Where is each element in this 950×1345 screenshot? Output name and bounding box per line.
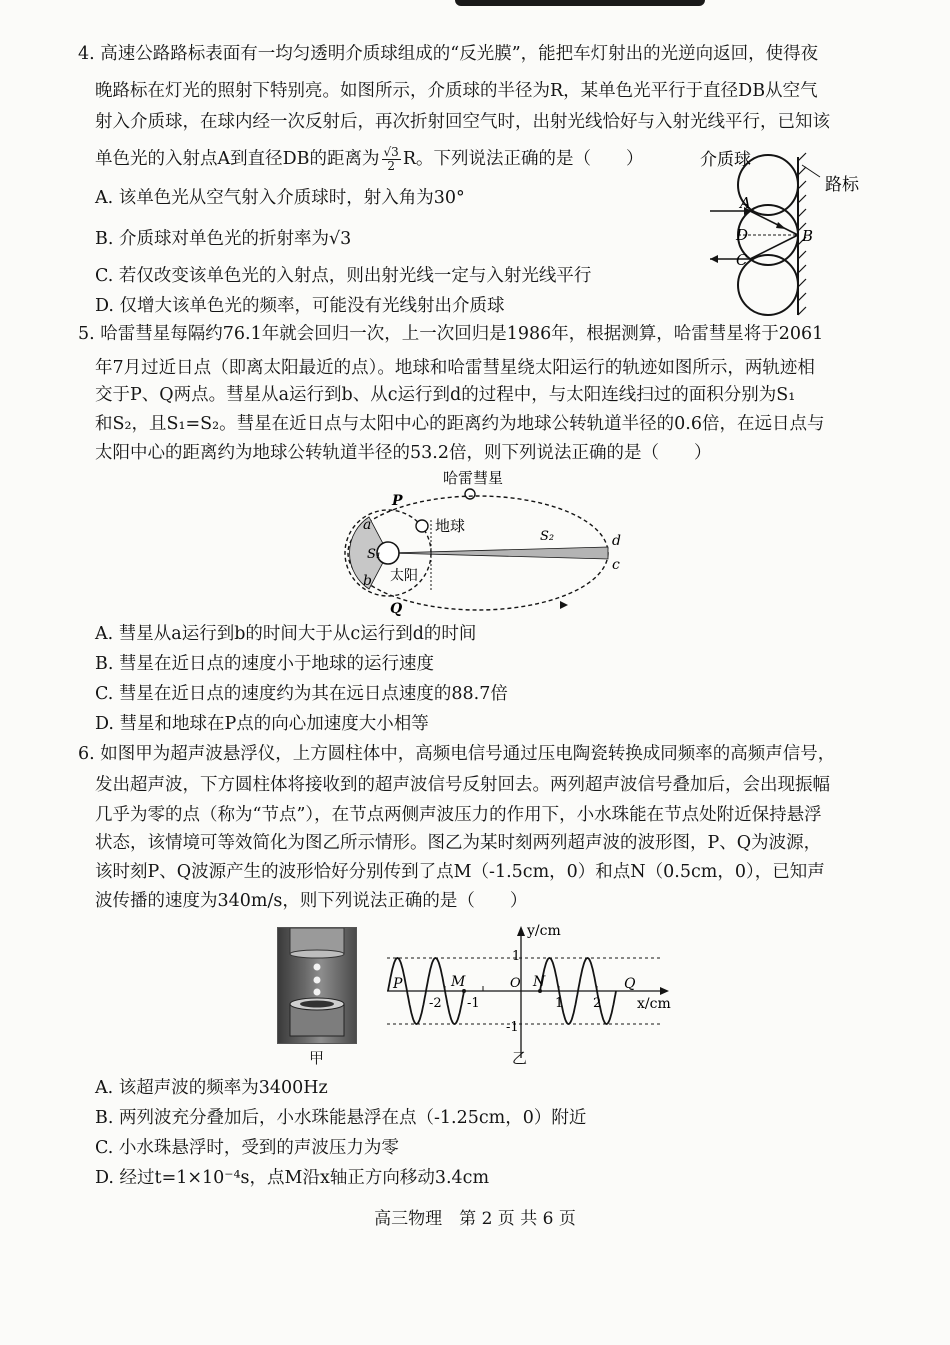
q6-figure-wave-graph (375, 918, 685, 1068)
q4-line-3: 射入介质球，在球内经一次反射后，再次折射回空气时，出射光线恰好与入射光线平行，已知该 (95, 112, 830, 132)
q6-option-c: C. 小水珠悬浮时，受到的声波压力为零 (95, 1138, 399, 1158)
q6-option-d: D. 经过t=1×10⁻⁴s，点M沿x轴正方向移动3.4cm (95, 1168, 490, 1188)
point-m-label: M (451, 974, 466, 990)
comet-icon (465, 489, 475, 499)
q4-option-c: C. 若仅改变该单色光的入射点，则出射光线一定与入射光线平行 (95, 266, 592, 286)
refracted-arrow-icon (776, 222, 786, 229)
q4-line-4 (95, 146, 644, 173)
q6-option-b: B. 两列波充分叠加后，小水珠能悬浮在点（-1.25cm，0）附近 (95, 1108, 587, 1128)
caption-jia: 甲 (309, 1049, 325, 1067)
q6-line-3: 几乎为零的点（称为“节点”），在节点两侧声波压力的作用下，小水珠能在节点处附近保持悬浮 (95, 805, 822, 825)
label-road-sign: 路标 (825, 175, 859, 195)
q6-line-1: 6. 如图甲为超声波悬浮仪，上方圆柱体中，高频电信号通过压电陶瓷转换成同频率的高频声信号， (78, 744, 836, 764)
water-droplet (314, 989, 321, 996)
q4-option-a: A. 该单色光从空气射入介质球时，射入角为30° (95, 188, 465, 208)
fraction-sqrt3-over-2 (382, 146, 401, 173)
fraction-denominator: 2 (387, 159, 395, 173)
point-b-label: B (802, 227, 814, 245)
label-medium-sphere: 介质球 (700, 150, 751, 170)
q5-line-4: 和S₂，且S₁=S₂。彗星在近日点与太阳中心的距离约为地球公转轨道半径的0.6倍，在远日点与 (95, 414, 825, 434)
fraction-numerator: √3 (383, 145, 399, 159)
label-sun: 太阳 (390, 568, 418, 584)
scan-top-edge (455, 0, 705, 6)
q5-line-5: 太阳中心的距离约为地球公转轨道半径的53.2倍，则下列说法正确的是（ ） (95, 443, 712, 463)
point-d-label: d (612, 533, 621, 549)
q6-line-4: 状态，该情境可等效简化为图乙所示情形。图乙为某时刻两列超声波的波形图，P、Q为波源， (95, 833, 822, 853)
emergent-arrow-icon (710, 255, 718, 263)
point-c-label: c (612, 557, 620, 573)
direction-arrow-icon (560, 601, 568, 609)
x-tick-2: 2 (593, 996, 602, 1011)
label-halley-comet: 哈雷彗星 (443, 469, 504, 487)
point-n-label: N (533, 974, 546, 990)
upper-cylinder-face (290, 950, 344, 958)
photo-ultrasonic-levitator (277, 927, 357, 1044)
area-s1-label: S₁ (367, 547, 382, 562)
q5-figure-orbits (335, 465, 635, 620)
q4-line-2: 晚路标在灯光的照射下特别亮。如图所示，介质球的半径为R，某单色光平行于直径DB从空气 (95, 81, 818, 101)
x-tick-neg1: -1 (467, 996, 480, 1011)
point-a-label: a (363, 517, 372, 533)
earth-icon (416, 520, 428, 532)
point-c-label: C (736, 251, 748, 269)
x-tick-neg2: -2 (429, 996, 442, 1011)
y-tick-1: 1 (512, 949, 521, 964)
q5-line-3: 交于P、Q两点。彗星从a运行到b、从c运行到d的过程中，与太阳连线扫过的面积分别为S₁ (95, 385, 796, 405)
q6-option-a: A. 该超声波的频率为3400Hz (95, 1078, 328, 1098)
label-earth: 地球 (435, 517, 466, 535)
q5-option-d: D. 彗星和地球在P点的向心加速度大小相等 (95, 714, 429, 734)
q4-figure-reflective-sphere (700, 145, 880, 320)
q6-line-2: 发出超声波，下方圆柱体将接收到的超声波信号反射回去。两列超声波信号叠加后，会出现振幅 (95, 775, 830, 795)
point-q-label: Q (390, 601, 403, 617)
x-axis-arrow-icon (660, 987, 669, 995)
q4-line-4b: R。下列说法正确的是（ ） (402, 149, 644, 169)
q4-option-d: D. 仅增大该单色光的频率，可能没有光线射出介质球 (95, 296, 505, 316)
q5-line-1: 5. 哈雷彗星每隔约76.1年就会回归一次，上一次回归是1986年，根据测算，哈雷彗星将于2061 (78, 324, 824, 344)
caption-yi: 乙 (512, 1049, 528, 1067)
water-droplet (314, 977, 321, 984)
q5-option-b: B. 彗星在近日点的速度小于地球的运行速度 (95, 654, 434, 674)
water-droplet (314, 964, 321, 971)
source-p-label: P (393, 976, 403, 992)
point-b-label: b (363, 573, 372, 589)
y-tick-neg1: -1 (506, 1020, 519, 1035)
point-d-label: D (736, 226, 749, 244)
q5-option-c: C. 彗星在近日点的速度约为其在远日点速度的88.7倍 (95, 684, 508, 704)
x-axis-label: x/cm (637, 996, 671, 1012)
point-a-label: A (740, 194, 751, 212)
q6-line-5: 该时刻P、Q波源产生的波形恰好分别传到了点M（-1.5cm，0）和点N（0.5cm，0），已知声 (95, 862, 825, 882)
source-q-label: Q (624, 976, 636, 992)
origin-label: O (510, 976, 521, 991)
q5-option-a: A. 彗星从a运行到b的时间大于从c运行到d的时间 (95, 624, 477, 644)
point-p-label: P (392, 493, 403, 509)
q4-option-b: B. 介质球对单色光的折射率为√3 (95, 229, 352, 249)
area-s2 (388, 547, 608, 559)
x-tick-1: 1 (555, 996, 564, 1011)
lower-cylinder-hole (300, 1001, 334, 1008)
y-axis-arrow-icon (517, 926, 525, 936)
q5-line-2: 年7月过近日点（即离太阳最近的点）。地球和哈雷彗星绕太阳运行的轨迹如图所示，两轨迹相 (95, 358, 815, 378)
y-axis-label: y/cm (527, 923, 561, 939)
page-footer: 高三物理 第 2 页 共 6 页 (374, 1209, 576, 1229)
q6-line-6: 波传播的速度为340m/s，则下列说法正确的是（ ） (95, 891, 528, 911)
q4-line-1: 4. 高速公路路标表面有一均匀透明介质球组成的“反光膜”，能把车灯射出的光逆向返回，使得夜 (78, 44, 819, 64)
road-sign-leader (802, 165, 820, 177)
levitator-drawing (278, 928, 356, 1043)
area-s2-label: S₂ (540, 529, 555, 544)
q4-line-4a: 单色光的入射点A到直径DB的距离为 (95, 149, 380, 169)
